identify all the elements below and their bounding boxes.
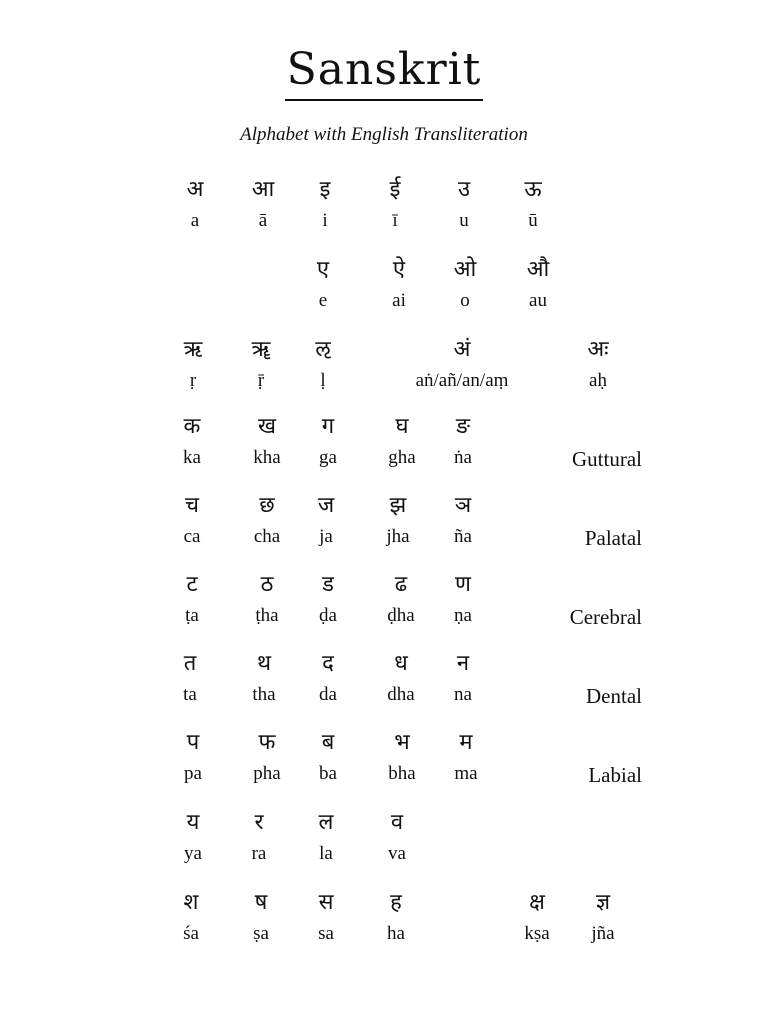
letter-i [300, 177, 350, 233]
transliteration: ṛ [189, 370, 197, 391]
transliteration: aṅ/añ/an/aṃ [415, 370, 509, 391]
letter-u [439, 177, 489, 233]
letter-sa [301, 890, 351, 946]
devanagari-glyph: य [186, 810, 200, 835]
devanagari-glyph: ण [455, 572, 471, 597]
devanagari-glyph: श [183, 890, 199, 915]
transliteration: ña [454, 526, 472, 547]
transliteration: sa [318, 923, 334, 944]
transliteration: ca [183, 526, 201, 547]
devanagari-glyph: ए [316, 257, 330, 282]
transliteration: ḷ [320, 370, 326, 391]
devanagari-glyph: ट [186, 572, 198, 597]
transliteration: ḍha [387, 605, 415, 626]
letter-ba [303, 730, 353, 786]
letter-gha [377, 414, 427, 470]
transliteration: e [318, 290, 328, 311]
devanagari-glyph: ज [317, 493, 335, 518]
devanagari-glyph: फ [258, 730, 276, 755]
transliteration: gha [388, 447, 416, 468]
transliteration: ka [183, 447, 201, 468]
transliteration: aḥ [589, 370, 607, 391]
transliteration: da [319, 684, 337, 705]
devanagari-glyph: ऐ [392, 257, 406, 282]
letter-la [301, 810, 351, 866]
letter-aa [238, 177, 288, 233]
transliteration: pha [253, 763, 281, 784]
devanagari-glyph: अः [587, 337, 609, 362]
letter-sha [166, 890, 216, 946]
letter-kha [242, 414, 292, 470]
letter-a [170, 177, 220, 233]
letter-rr-vocalic [236, 337, 286, 393]
transliteration: tha [252, 684, 276, 705]
devanagari-glyph: स [318, 890, 334, 915]
devanagari-glyph: उ [457, 177, 471, 202]
transliteration: ū [528, 210, 538, 231]
transliteration: ī [392, 210, 398, 231]
devanagari-glyph: ऋ [183, 337, 203, 362]
letter-ra [234, 810, 284, 866]
letter-cha [242, 493, 292, 549]
transliteration: na [454, 684, 472, 705]
row-label-labial: Labial [588, 763, 642, 787]
transliteration: bha [388, 763, 416, 784]
devanagari-glyph: झ [389, 493, 407, 518]
transliteration: ta [183, 684, 197, 705]
devanagari-glyph: ह [390, 890, 402, 915]
devanagari-glyph: ज्ञ [595, 890, 611, 915]
devanagari-glyph: ध [394, 651, 408, 676]
row-label-cerebral: Cerebral [569, 605, 642, 629]
devanagari-glyph: ष [254, 890, 268, 915]
devanagari-glyph: द [322, 651, 334, 676]
letter-uu [508, 177, 558, 233]
transliteration: ṅa [454, 447, 472, 468]
transliteration: ma [454, 763, 478, 784]
transliteration: cha [253, 526, 281, 547]
devanagari-glyph: ड [322, 572, 334, 597]
devanagari-glyph: न [456, 651, 470, 676]
letter-au [513, 257, 563, 313]
devanagari-glyph: प [186, 730, 200, 755]
letter-nna [438, 572, 488, 628]
transliteration: va [388, 843, 406, 864]
transliteration: ṝ [257, 370, 265, 391]
transliteration: ja [319, 526, 333, 547]
letter-va [372, 810, 422, 866]
devanagari-glyph: त [183, 651, 197, 676]
letter-ka [167, 414, 217, 470]
devanagari-glyph: औ [526, 257, 550, 282]
transliteration: o [460, 290, 470, 311]
devanagari-glyph: घ [395, 414, 409, 439]
devanagari-glyph: ई [389, 177, 401, 202]
letter-tha [239, 651, 289, 707]
page-title: Sanskrit [0, 48, 768, 92]
transliteration: ḍa [319, 605, 337, 626]
letter-jha [373, 493, 423, 549]
letter-ksha [510, 890, 564, 946]
letter-pa [168, 730, 218, 786]
devanagari-glyph: क [183, 414, 201, 439]
letter-o [440, 257, 490, 313]
row-label-guttural: Guttural [572, 447, 642, 471]
letter-dha [376, 651, 426, 707]
letter-ca [167, 493, 217, 549]
devanagari-glyph: ल [318, 810, 334, 835]
transliteration: ra [251, 843, 267, 864]
transliteration: a [190, 210, 200, 231]
row-label-dental: Dental [586, 684, 642, 708]
devanagari-glyph: थ [256, 651, 272, 676]
letter-jnya [576, 890, 630, 946]
letter-ma [441, 730, 491, 786]
devanagari-glyph: ञ [454, 493, 472, 518]
transliteration: ṣa [253, 923, 269, 944]
letter-nya [438, 493, 488, 549]
devanagari-glyph: व [390, 810, 404, 835]
row-label-palatal: Palatal [584, 526, 642, 550]
devanagari-glyph: ब [321, 730, 335, 755]
letter-l-vocalic [298, 337, 348, 393]
page-subtitle: Alphabet with English Transliteration [240, 124, 528, 145]
transliteration: la [319, 843, 333, 864]
letter-ya [168, 810, 218, 866]
devanagari-glyph: च [185, 493, 199, 518]
transliteration: kṣa [524, 923, 550, 944]
transliteration: pa [184, 763, 202, 784]
devanagari-glyph: छ [259, 493, 275, 518]
devanagari-glyph: क्ष [529, 890, 545, 915]
devanagari-glyph: अ [186, 177, 204, 202]
transliteration: ā [258, 210, 268, 231]
transliteration: ṇa [454, 605, 472, 626]
transliteration: jña [591, 923, 615, 944]
devanagari-glyph: ठ [260, 572, 274, 597]
devanagari-glyph: इ [319, 177, 331, 202]
letter-ta [165, 651, 215, 707]
transliteration: ai [392, 290, 406, 311]
transliteration: ga [319, 447, 337, 468]
letter-visarga [571, 337, 625, 393]
letter-r-vocalic [168, 337, 218, 393]
devanagari-glyph: भ [394, 730, 410, 755]
transliteration: ṭa [185, 605, 199, 626]
devanagari-glyph: म [459, 730, 473, 755]
transliteration: u [459, 210, 469, 231]
letter-ii [370, 177, 420, 233]
letter-nga [438, 414, 488, 470]
letter-anusvara [400, 337, 524, 393]
letter-pha [242, 730, 292, 786]
letter-ja [301, 493, 351, 549]
transliteration: ṭha [255, 605, 279, 626]
devanagari-glyph: अं [453, 337, 471, 362]
letter-bha [377, 730, 427, 786]
letter-ssa [236, 890, 286, 946]
transliteration: i [322, 210, 328, 231]
devanagari-glyph: ख [258, 414, 276, 439]
devanagari-glyph: ओ [453, 257, 477, 282]
letter-tta [167, 572, 217, 628]
letter-dda [303, 572, 353, 628]
transliteration: jha [386, 526, 410, 547]
transliteration: ha [387, 923, 405, 944]
letter-ttha [242, 572, 292, 628]
devanagari-glyph: र [254, 810, 264, 835]
letter-ai [374, 257, 424, 313]
devanagari-glyph: ङ [455, 414, 470, 439]
transliteration: kha [253, 447, 281, 468]
letter-e [298, 257, 348, 313]
letter-da [303, 651, 353, 707]
transliteration: śa [183, 923, 199, 944]
devanagari-glyph: ऊ [524, 177, 542, 202]
transliteration: au [529, 290, 547, 311]
transliteration: ba [319, 763, 337, 784]
devanagari-glyph: ग [321, 414, 335, 439]
transliteration: dha [387, 684, 415, 705]
devanagari-glyph: आ [251, 177, 275, 202]
letter-ddha [376, 572, 426, 628]
transliteration: ya [184, 843, 202, 864]
devanagari-glyph: ॠ [251, 337, 271, 362]
letter-na [438, 651, 488, 707]
devanagari-glyph: ढ [394, 572, 408, 597]
letter-ga [303, 414, 353, 470]
devanagari-glyph: ऌ [315, 337, 331, 362]
letter-ha [371, 890, 421, 946]
